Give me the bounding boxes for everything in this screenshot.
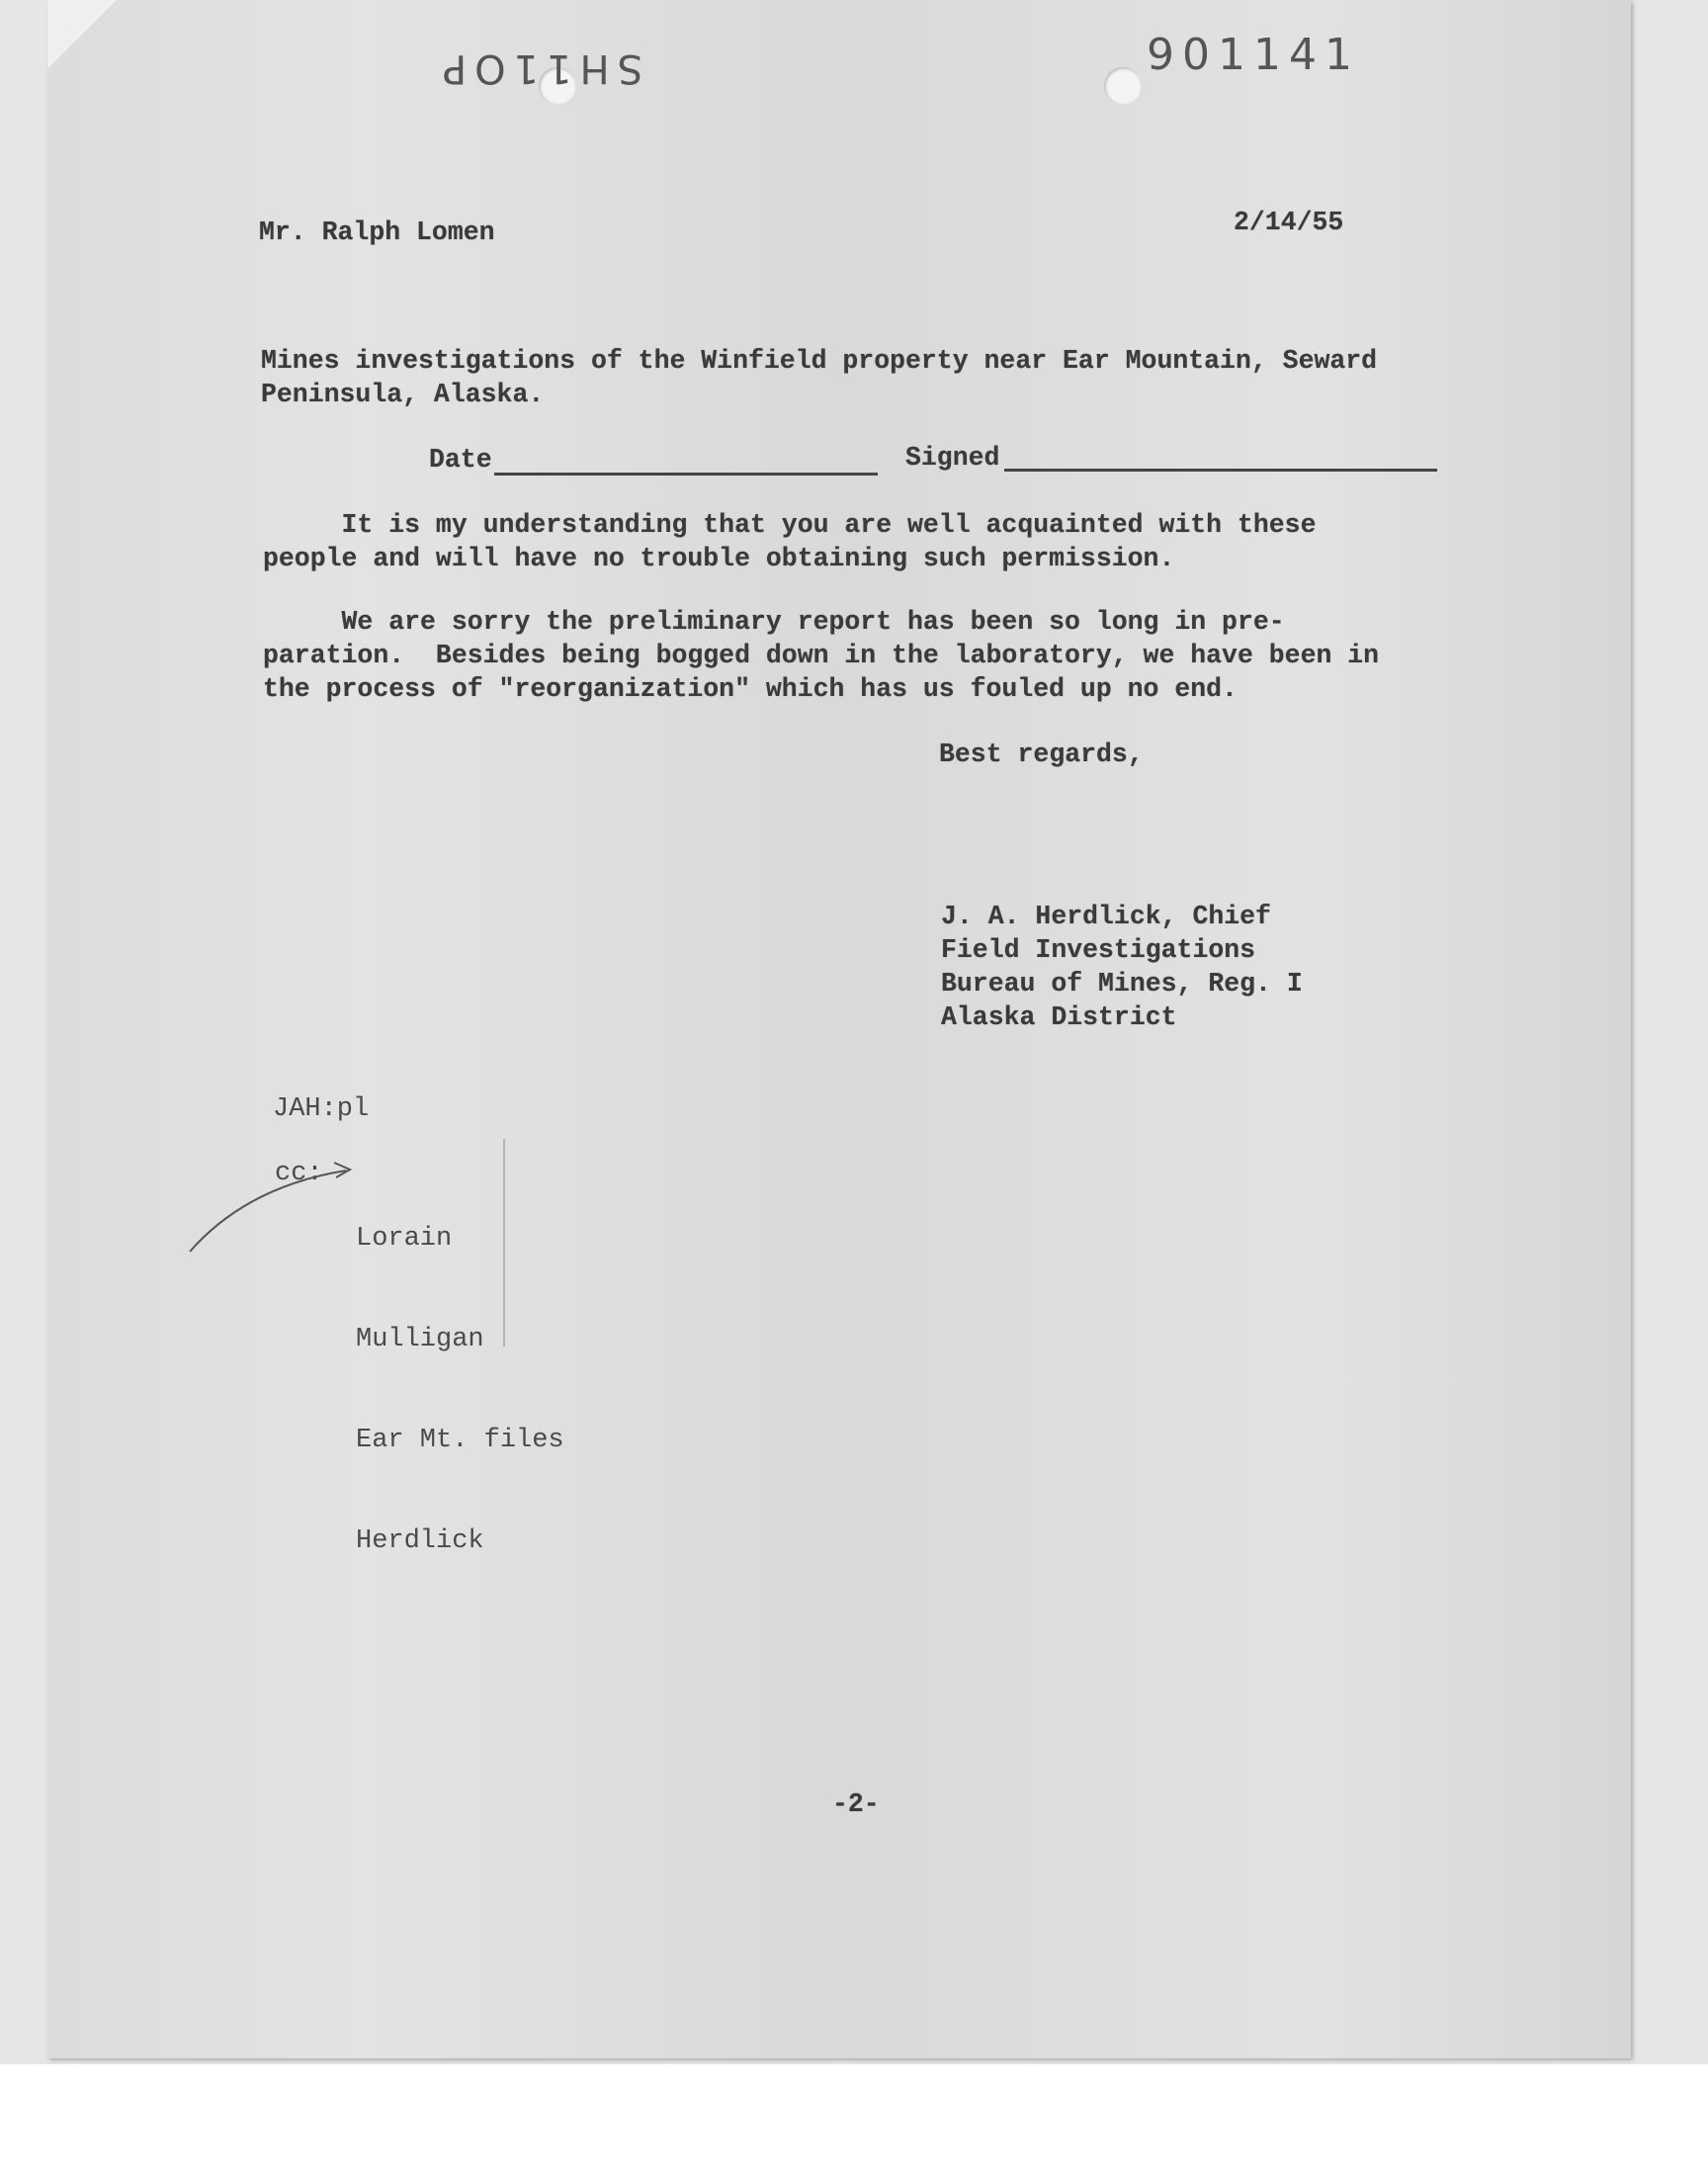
paragraph-apology — [263, 605, 1379, 706]
paragraph-line: the process of "reorganization" which has us fouled up no end. — [263, 674, 1238, 704]
page-number: -2- — [832, 1789, 880, 1819]
addressee: Mr. Ralph Lomen — [259, 218, 495, 247]
handwritten-file-number: 901141 — [1147, 30, 1360, 80]
paragraph-line: We are sorry the preliminary report has been so long in pre- — [263, 607, 1285, 637]
date-label: Date — [429, 445, 492, 475]
signature-blank-line — [1004, 469, 1437, 472]
cc-recipient: Ear Mt. files — [356, 1426, 564, 1455]
cc-list — [356, 1155, 564, 1592]
handwritten-file-mark-left: SH11OP — [435, 45, 642, 91]
cc-label: cc: — [275, 1159, 323, 1188]
letter-page — [47, 0, 1631, 2058]
signed-label: Signed — [905, 443, 1000, 473]
subject — [261, 344, 1377, 411]
cc-recipient: Mulligan — [356, 1325, 484, 1354]
signature-line: Alaska District — [941, 1002, 1177, 1032]
signature-block — [941, 900, 1303, 1034]
pencil-arrow-mark — [188, 1147, 376, 1256]
cc-recipient: Lorain — [356, 1224, 453, 1254]
paragraph-line: paration. Besides being bogged down in the laboratory, we have been in — [263, 641, 1380, 670]
signature-line: Field Investigations — [941, 935, 1256, 965]
punch-hole-right — [1104, 67, 1142, 105]
paragraph-line: people and will have no trouble obtaining such permission. — [263, 544, 1175, 573]
signature-line: Bureau of Mines, Reg. I — [941, 969, 1303, 999]
pencil-margin-line — [503, 1139, 505, 1347]
signature-line: J. A. Herdlick, Chief — [941, 902, 1271, 931]
subject-line: Peninsula, Alaska. — [261, 380, 545, 409]
paragraph-line: It is my understanding that you are well acquainted with these — [263, 510, 1317, 540]
paragraph-understanding — [263, 508, 1316, 575]
subject-line: Mines investigations of the Winfield property near Ear Mountain, Seward — [261, 346, 1378, 376]
date-blank-line — [494, 473, 878, 476]
letter-date: 2/14/55 — [1234, 208, 1344, 237]
cc-recipient: Herdlick — [356, 1526, 484, 1556]
typist-initials: JAH:pl — [273, 1094, 370, 1124]
closing: Best regards, — [939, 740, 1144, 769]
